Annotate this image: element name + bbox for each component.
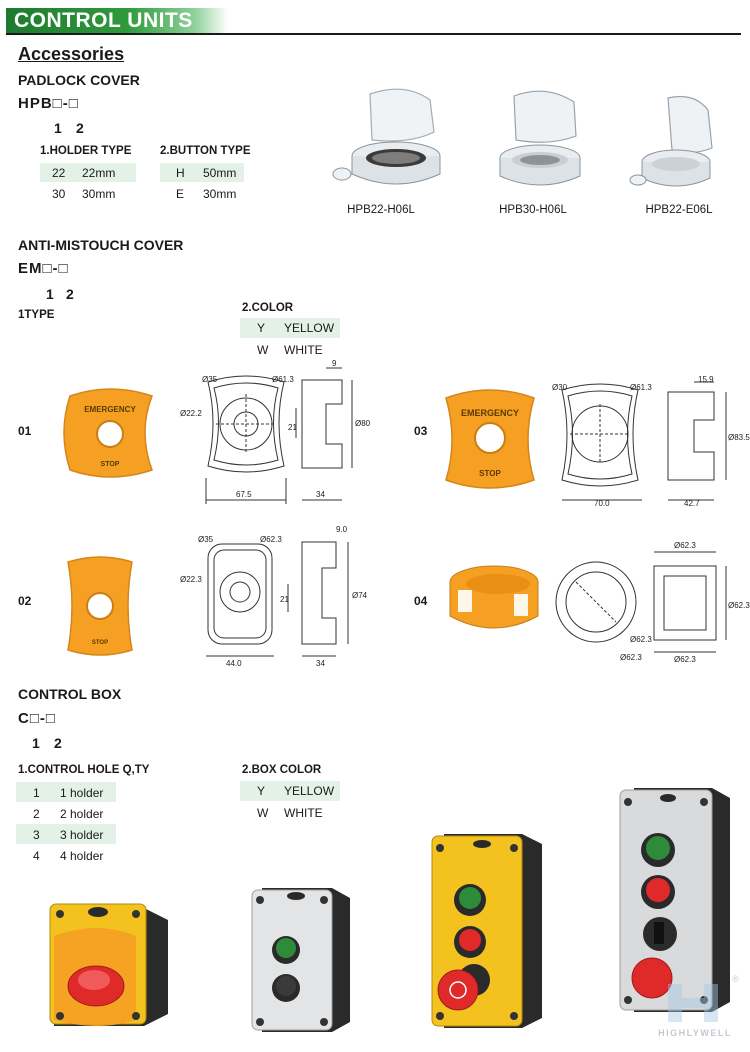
anti-color-value-w: WHITE [284, 343, 323, 357]
type-row-03: 03 [414, 424, 428, 438]
box-color-code-w: W [257, 806, 269, 820]
dim-04-2: Ø62.3 [620, 653, 642, 662]
hole-value-1: 1 holder [60, 786, 104, 800]
cover-01-text-top: EMERGENCY [84, 405, 136, 414]
page-title: CONTROL UNITS [14, 9, 193, 32]
hole-code-4: 4 [33, 849, 40, 863]
hole-code-2: 2 [33, 807, 40, 821]
dim-03-3: 15.9 [698, 375, 714, 384]
box-color-code-y: Y [257, 784, 266, 798]
anti-index-1: 1 [46, 286, 54, 302]
dim-04-1: Ø62.3 [630, 635, 652, 644]
brand-reg-mark: ® [732, 974, 739, 984]
dim-02-6: Ø74 [352, 591, 368, 600]
padlock-cover-image-2 [490, 86, 590, 200]
box-color-value-y: YELLOW [284, 784, 335, 798]
button-value-h: 50mm [203, 166, 237, 180]
cover-02-drawing [176, 525, 368, 668]
holder-code-30: 30 [52, 187, 66, 201]
button-type-title: 2.BUTTON TYPE [160, 145, 251, 157]
holder-value-30: 30mm [82, 187, 116, 201]
padlock-cover-image-1 [330, 82, 450, 200]
cover-04-image [444, 560, 544, 640]
padlock-index-1: 1 [54, 120, 62, 136]
hole-value-3: 3 holder [60, 828, 104, 842]
brand-name: HIGHLYWELL [658, 1028, 732, 1038]
control-box-title: CONTROL BOX [18, 686, 122, 702]
button-code-h: H [176, 166, 185, 180]
dim-03-5: 42.7 [684, 499, 700, 508]
cover-03-drawing [548, 375, 750, 510]
dim-04-0: Ø62.3 [674, 541, 696, 550]
control-box-1-image [40, 890, 172, 1036]
cover-01-drawing [176, 359, 371, 510]
control-box-2-image [248, 884, 354, 1036]
dim-04-3: Ø62.3 [728, 601, 750, 610]
dim-02-0: Ø35 [198, 535, 214, 544]
dim-02-3: 21 [280, 595, 289, 604]
box-color-value-w: WHITE [284, 806, 323, 820]
anti-model-code: EM□-□ [18, 260, 69, 277]
hole-code-3: 3 [33, 828, 40, 842]
control-box-3-image [428, 830, 546, 1032]
product-caption-3: HPB22-E06L [645, 204, 713, 216]
accessories-heading: Accessories [18, 44, 125, 64]
padlock-model-code: HPB□-□ [18, 95, 79, 112]
type-row-04: 04 [414, 594, 428, 608]
holder-value-22: 22mm [82, 166, 116, 180]
box-index-1: 1 [32, 735, 40, 751]
anti-color-code-w: W [257, 343, 269, 357]
button-value-e: 30mm [203, 187, 237, 201]
product-caption-2: HPB30-H06L [499, 204, 567, 216]
dim-02-1: Ø62.3 [260, 535, 282, 544]
cover-02-image [60, 554, 140, 660]
hole-qty-title: 1.CONTROL HOLE Q,TY [18, 764, 150, 776]
padlock-cover-image-3 [628, 90, 728, 200]
dim-03-1: Ø61.3 [630, 383, 652, 392]
cover-03-image [438, 388, 542, 492]
padlock-cover-title: PADLOCK COVER [18, 72, 140, 88]
dim-04-4: Ø62.3 [674, 655, 696, 664]
hole-code-1: 1 [33, 786, 40, 800]
header-divider [6, 33, 741, 35]
box-color-title: 2.BOX COLOR [242, 764, 322, 776]
anti-color-code-y: Y [257, 321, 266, 335]
dim-01-1: Ø61.3 [272, 375, 294, 384]
dim-01-4: 67.5 [236, 490, 252, 499]
hole-value-2: 2 holder [60, 807, 104, 821]
type-row-01: 01 [18, 424, 32, 438]
cover-03-text-bottom: STOP [479, 469, 501, 478]
box-index-2: 2 [54, 735, 62, 751]
dim-03-4: Ø83.5 [728, 433, 750, 442]
holder-code-22: 22 [52, 166, 66, 180]
dim-02-2: Ø22.3 [180, 575, 202, 584]
type-row-02: 02 [18, 594, 32, 608]
brand-logo-icon [662, 980, 728, 1024]
dim-03-0: Ø30 [552, 383, 568, 392]
cover-01-text-bottom: STOP [100, 461, 120, 468]
padlock-index-2: 2 [76, 120, 84, 136]
dim-01-2: Ø22.2 [180, 409, 202, 418]
dim-02-7: 34 [316, 659, 325, 668]
product-caption-1: HPB22-H06L [347, 204, 415, 216]
holder-type-title: 1.HOLDER TYPE [40, 145, 132, 157]
dim-01-3: 21 [288, 423, 297, 432]
dim-02-5: 9.0 [336, 525, 348, 534]
dim-03-2: 70.0 [594, 499, 610, 508]
anti-color-value-y: YELLOW [284, 321, 335, 335]
anti-index-2: 2 [66, 286, 74, 302]
hole-value-4: 4 holder [60, 849, 104, 863]
cover-02-text-bottom: STOP [91, 640, 109, 646]
dim-01-7: 34 [316, 490, 325, 499]
dim-01-5: 9 [332, 359, 337, 368]
anti-type-title: 1TYPE [18, 309, 55, 321]
dim-02-4: 44.0 [226, 659, 242, 668]
cover-01-image [60, 386, 160, 482]
brand-watermark [650, 974, 740, 1046]
cover-03-text-top: EMERGENCY [460, 408, 520, 418]
anti-mistouch-title: ANTI-MISTOUCH COVER [18, 237, 184, 253]
anti-color-title: 2.COLOR [242, 302, 294, 314]
box-model-code: C□-□ [18, 710, 56, 727]
button-code-e: E [176, 187, 185, 201]
dim-01-0: Ø35 [202, 375, 218, 384]
cover-04-drawing [548, 536, 750, 666]
dim-01-6: Ø80 [355, 419, 371, 428]
